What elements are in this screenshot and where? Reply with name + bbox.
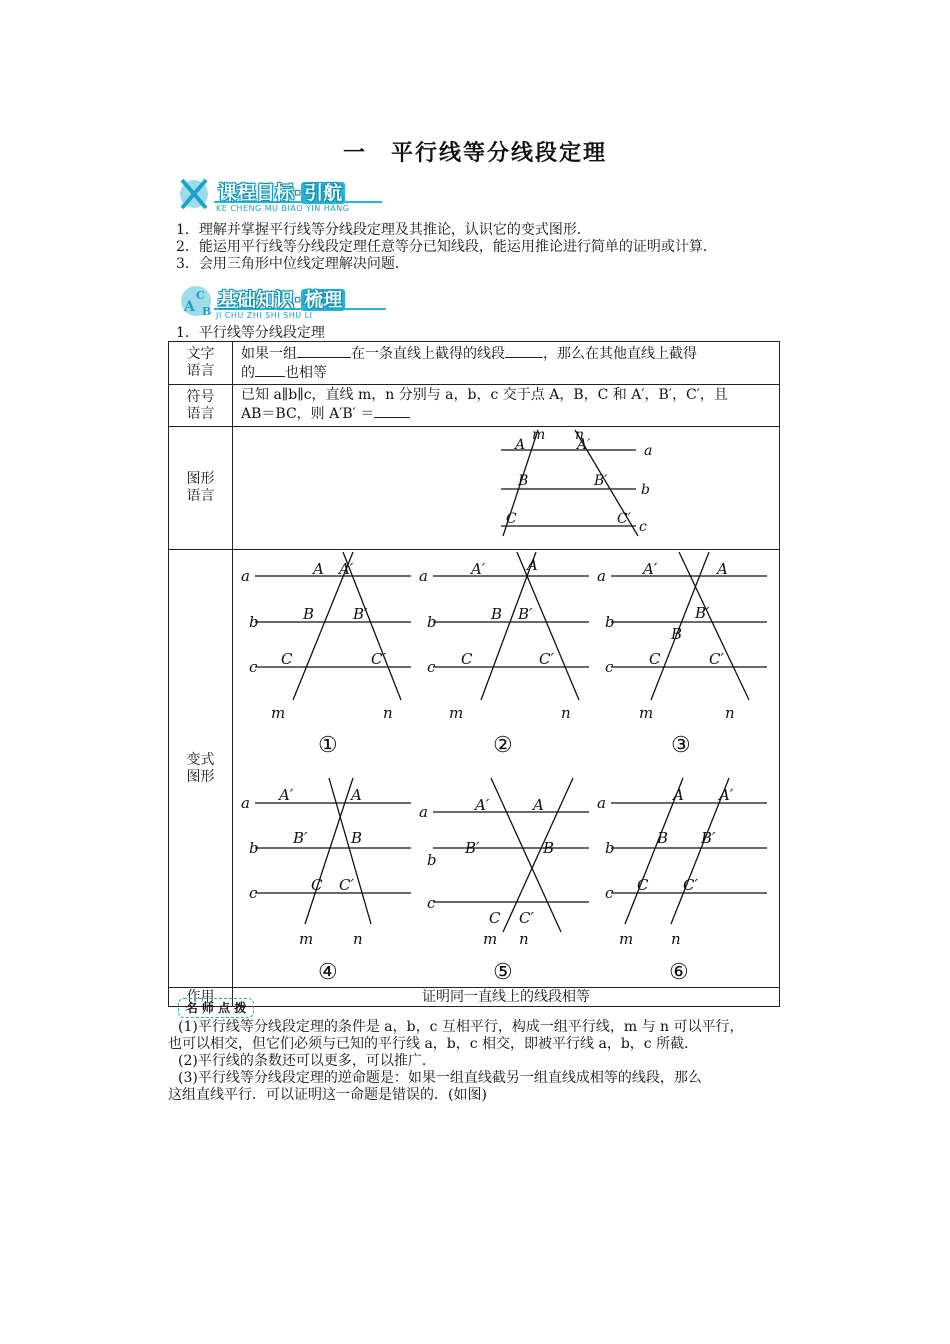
- figure-label: ①: [318, 733, 338, 758]
- figure-label: n: [725, 704, 735, 722]
- figure-label: A: [673, 786, 684, 804]
- figure-label: ④: [318, 960, 338, 983]
- figure-label: n: [671, 930, 681, 948]
- figure-label: b: [249, 839, 259, 857]
- figure-label: n: [519, 930, 529, 948]
- figure-label: m: [299, 930, 314, 948]
- figure-label: B: [491, 605, 503, 623]
- figure-line: [679, 552, 749, 700]
- figure-label: m: [271, 704, 286, 722]
- figure-label: b: [427, 613, 437, 631]
- figure-label: m: [639, 704, 654, 722]
- table-row: [169, 550, 780, 988]
- figure-label: ②: [493, 733, 513, 758]
- banner-decoration-icon: [176, 172, 220, 216]
- figure-label: B: [543, 839, 555, 857]
- figure-label: C: [489, 909, 501, 927]
- page-title: 一 平行线等分线段定理: [342, 140, 607, 166]
- figure-label: B′: [353, 605, 368, 623]
- row-label: 文字 语言: [169, 342, 233, 385]
- svg-text:A: A: [515, 437, 526, 453]
- svg-text:B: B: [202, 305, 212, 318]
- symbol-language-cell: 已知 a∥b∥c，直线 m，n 分别与 a，b，c 交于点 A，B，C 和 A′，B′，C′，且 AB＝BC，则 A′B′ ＝: [233, 385, 780, 427]
- fill-blank[interactable]: [374, 404, 410, 418]
- tip-badge: 名 师 点 拨: [178, 998, 254, 1018]
- figure-label: c: [249, 658, 258, 676]
- text-language-cell: 如果一组 在一条直线上截得的线段 ，那么在其他直线上截得 的 也相等: [233, 342, 780, 385]
- figure-label: A′: [339, 560, 354, 578]
- figure-label: ③: [671, 733, 691, 758]
- svg-text:m: m: [532, 427, 546, 443]
- note-paragraph: (3)平行线等分线段定理的逆命题是：如果一组直线截另一组直线成相等的线段，那么: [178, 1070, 702, 1086]
- table-row: [169, 385, 780, 427]
- note-paragraph: 也可以相交，但它们必须与已知的平行线 a，b，c 相交，即被平行线 a，b，c 所截．: [168, 1036, 699, 1052]
- figure-label: c: [427, 894, 436, 912]
- figure-line: [305, 778, 353, 924]
- figure-label: a: [597, 794, 606, 812]
- figure-label: ⑥: [669, 960, 689, 983]
- figure-label: a: [597, 567, 606, 585]
- figure-label: B′: [701, 829, 716, 847]
- figure-label: A: [351, 786, 362, 804]
- row-label: 变式 图形: [169, 550, 233, 988]
- figure-label: C: [461, 650, 473, 668]
- svg-text:A: A: [184, 299, 195, 315]
- figure-label: A: [527, 556, 538, 574]
- goal-item: 3．会用三角形中位线定理解决问题．: [176, 256, 409, 272]
- figure-label: a: [419, 803, 428, 821]
- figure-label: b: [605, 839, 615, 857]
- figure-label: ⑤: [493, 960, 513, 983]
- figure-label: B: [671, 625, 683, 643]
- figure-label: C′: [539, 650, 554, 668]
- note-paragraph: (1)平行线等分线段定理的条件是 a，b，c 互相平行，构成一组平行线，m 与 n 可以平行，: [178, 1019, 744, 1035]
- figure-label: A: [717, 560, 728, 578]
- banner-highlight: 梳理: [301, 289, 345, 311]
- section-banner-goals: [176, 172, 386, 218]
- figure-label: c: [427, 658, 436, 676]
- figure-label: a: [241, 794, 250, 812]
- figure-label: m: [449, 704, 464, 722]
- function-cell: 证明同一直线上的线段相等: [233, 988, 780, 1007]
- figure-label: B′: [293, 829, 308, 847]
- fill-blank[interactable]: [297, 344, 351, 358]
- row-label: 图形 语言: [169, 427, 233, 550]
- figure-label: A′: [643, 560, 658, 578]
- table-row: [169, 988, 780, 1007]
- figure-label: A: [533, 796, 544, 814]
- svg-text:n: n: [575, 427, 585, 443]
- svg-text:B′: B′: [594, 473, 608, 489]
- theorem-table: [168, 341, 780, 1007]
- figure-line: [517, 552, 579, 700]
- figure-label: B: [351, 829, 363, 847]
- figure-label: b: [605, 613, 615, 631]
- goal-item: 1．理解并掌握平行线等分线段定理及其推论，认识它的变式图形．: [176, 222, 591, 238]
- figure-label: C: [311, 876, 323, 894]
- figure-cell: [233, 427, 780, 550]
- figure-label: a: [241, 567, 250, 585]
- figure-label: n: [561, 704, 571, 722]
- table-row: [169, 427, 780, 550]
- figure-label: C′: [683, 876, 698, 894]
- figure-label: n: [353, 930, 363, 948]
- figure-label: m: [483, 930, 498, 948]
- figure-label: B: [657, 829, 669, 847]
- goal-item: 2．能运用平行线等分线段定理任意等分已知线段，能运用推论进行简单的证明或计算．: [176, 239, 717, 255]
- svg-text:A′: A′: [577, 437, 591, 453]
- figure-label: c: [249, 884, 258, 902]
- figure-label: A′: [475, 796, 490, 814]
- fill-blank[interactable]: [505, 344, 543, 358]
- svg-text:C′: C′: [617, 511, 631, 527]
- banner-title: 课程目标·: [218, 182, 302, 204]
- note-paragraph: (2)平行线的条数还可以更多，可以推广．: [178, 1053, 436, 1069]
- variant-figures-cell: [233, 550, 780, 988]
- figure-label: C′: [371, 650, 386, 668]
- figure-label: A′: [471, 560, 486, 578]
- banner-pinyin: KE CHENG MU BIAO YIN HANG: [216, 204, 350, 213]
- figure-label: C′: [519, 909, 534, 927]
- banner-title: 基础知识·: [218, 289, 302, 311]
- figure-label: B: [303, 605, 315, 623]
- note-paragraph: 这组直线平行．可以证明这一命题是错误的．(如图): [168, 1087, 487, 1103]
- figure-label: A′: [279, 786, 294, 804]
- banner-highlight: 引航: [301, 182, 345, 204]
- section-heading: 1．平行线等分线段定理: [176, 325, 325, 341]
- row-label: 符号 语言: [169, 385, 233, 427]
- figure-label: c: [605, 884, 614, 902]
- svg-text:a: a: [644, 443, 653, 459]
- abc-decoration-icon: [176, 279, 220, 323]
- banner-pinyin: JI CHU ZHI SHI SHU LI: [216, 311, 313, 320]
- figure-label: n: [383, 704, 393, 722]
- figure-label: B′: [695, 604, 710, 622]
- figure-label: C′: [709, 650, 724, 668]
- figure-label: C: [281, 650, 293, 668]
- theorem-figure: [233, 427, 779, 545]
- svg-text:B: B: [518, 473, 529, 489]
- svg-text:b: b: [641, 482, 650, 498]
- section-banner-knowledge: [176, 279, 406, 325]
- fill-blank[interactable]: [255, 363, 285, 377]
- svg-text:C: C: [506, 511, 517, 527]
- figure-label: C: [649, 650, 661, 668]
- figure-label: B′: [518, 605, 533, 623]
- figure-label: b: [427, 851, 437, 869]
- figure-label: a: [419, 567, 428, 585]
- variant-figures: [233, 550, 779, 983]
- figure-label: A: [313, 560, 324, 578]
- figure-label: C′: [339, 876, 354, 894]
- figure-label: B′: [465, 839, 480, 857]
- figure-line: [481, 552, 536, 700]
- table-row: [169, 342, 780, 385]
- svg-text:C: C: [196, 289, 205, 302]
- figure-label: A′: [719, 786, 734, 804]
- figure-label: b: [249, 613, 259, 631]
- figure-label: c: [605, 658, 614, 676]
- figure-line: [329, 778, 371, 924]
- figure-label: m: [619, 930, 634, 948]
- svg-text:c: c: [639, 519, 647, 535]
- figure-label: C: [637, 876, 649, 894]
- row-label: 作用: [169, 988, 233, 1007]
